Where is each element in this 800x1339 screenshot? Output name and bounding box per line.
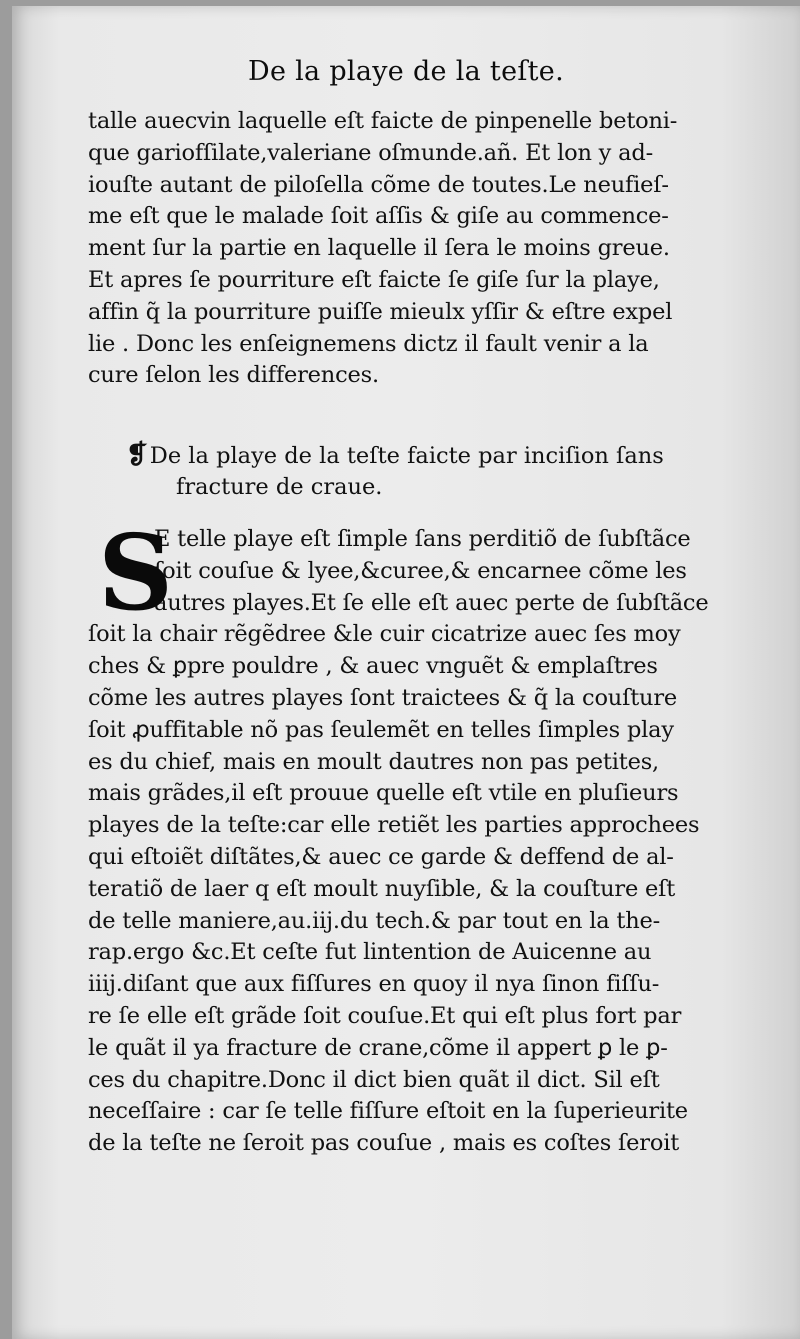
pilcrow-mark: ❡ [126, 440, 148, 470]
running-header: De la playe de la teſte. [248, 56, 564, 87]
heading-line [126, 440, 664, 472]
text-line: autres playes.Et ſe elle eſt auec perte de ſubſtãce [154, 589, 709, 616]
text-line: ces du chapitre.Donc il dict bien quãt il dict. Sil eſt [88, 1066, 660, 1093]
text-line: mais grãdes,il eſt prouue quelle eſt vtile en pluſieurs [88, 780, 679, 807]
text-line: lie . Donc les enſeignemens dictz il fault venir a la [88, 330, 649, 357]
paragraph-continuation [88, 106, 740, 392]
text-line: le quãt il ya fracture de crane,cõme il appert ꝑ le ꝑ- [88, 1034, 668, 1061]
book-page [12, 6, 800, 1339]
text-line: E telle playe eſt ſimple ſans perditiõ de ſubſtãce [154, 526, 691, 552]
text-line: re ſe elle eſt grãde ſoit couſue.Et qui eſt plus fort par [88, 1002, 682, 1029]
text-line: de la teſte ne ſeroit pas couſue , mais es coſtes ſeroit [88, 1130, 680, 1157]
text-line: es du chief, mais en moult dautres non pas petites, [88, 748, 659, 775]
text-line: iouſte autant de piloſella cõme de toutes.Le neufieſ- [88, 171, 669, 198]
text-line: me eſt que le malade ſoit aſſis & giſe au commence- [88, 203, 669, 230]
text-line: teratiõ de laer q eſt moult nuyſible, & la couſture eſt [88, 875, 676, 902]
section-heading [126, 440, 664, 504]
text-line: ſoit ꝓuffitable nõ pas ſeulemẽt en telles ſimples play [88, 716, 674, 743]
text-line: ſoit couſue & lyee,&curee,& encarnee cõme les [154, 557, 687, 584]
text-line: Et apres ſe pourriture eſt faicte ſe giſe ſur la playe, [88, 266, 660, 293]
text-line: neceſſaire : car ſe telle fiſſure eſtoit en la ſuperieurite [88, 1098, 688, 1125]
section-body [88, 511, 748, 1160]
text-line: cure ſelon les differences. [88, 362, 379, 389]
text-line: affin q̃ la pourriture puiſſe mieulx yſſir & eſtre expel [88, 298, 673, 325]
heading-text: De la playe de la teſte faicte par inciſion ſans [149, 443, 664, 469]
text-line: ſoit la chair rẽgẽdree &le cuir cicatrize auec ſes moy [88, 621, 681, 648]
text-line: que gariofſilate,valeriane oſmunde.añ. Et lon y ad- [88, 139, 653, 166]
text-line: talle auecvin laquelle eſt faicte de pinpenelle betoni- [88, 108, 678, 134]
text-line: ment ſur la partie en laquelle il ſera le moins greue. [88, 235, 670, 262]
text-line: ches & ꝑpre pouldre , & auec vnguẽt & emplaſtres [88, 653, 658, 680]
drop-capital: S [98, 511, 173, 634]
text-line: iiij.diſant que aux fiſſures en quoy il nya ſinon fiſſu- [88, 971, 660, 998]
text-line: de telle maniere,au.iij.du tech.& par tout en la the- [88, 907, 661, 934]
text-line: qui eſtoiẽt diſtãtes,& auec ce garde & deffend de al- [88, 843, 674, 870]
text-line: playes de la teſte:car elle retiẽt les parties approchees [88, 812, 700, 839]
text-line: cõme les autres playes ſont traictees & q̃ la couſture [88, 684, 678, 711]
text-line: rap.ergo &c.Et ceſte fut lintention de Auicenne au [88, 939, 652, 966]
heading-line: fracture de craue. [176, 473, 383, 500]
